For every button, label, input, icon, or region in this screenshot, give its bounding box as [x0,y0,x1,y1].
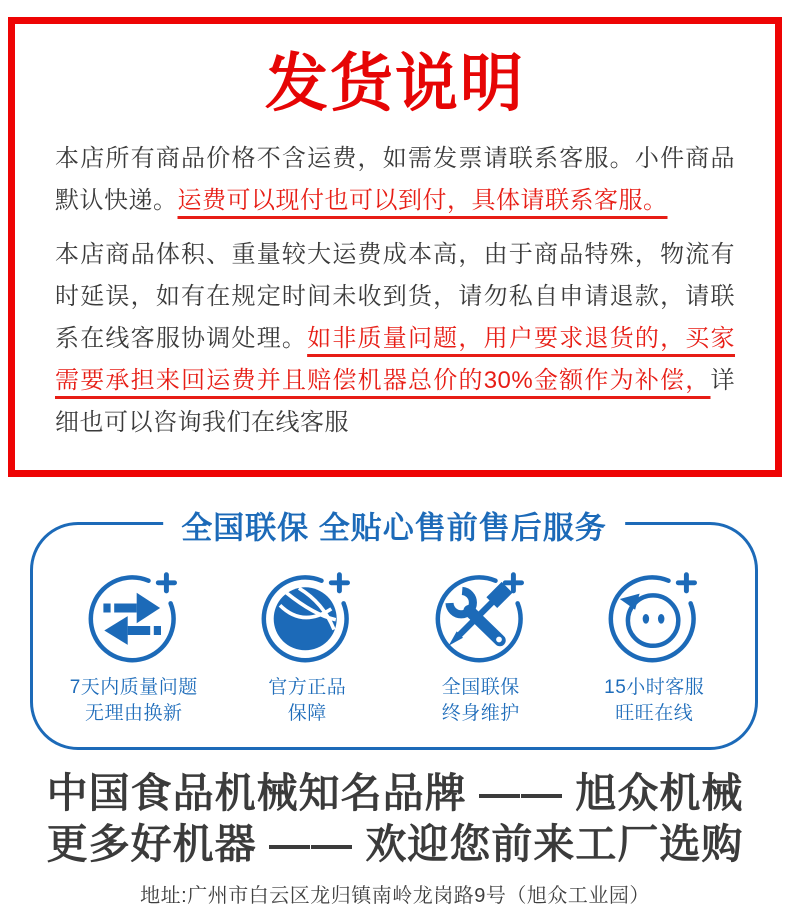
service-label-line1: 全国联保 [441,677,520,698]
shipping-notice-box [8,17,782,477]
service-label-line2: 终身维护 [441,703,520,724]
service-item-genuine [221,563,393,727]
exchange-arrows-icon [78,563,190,671]
shipping-paragraph-2 [55,234,735,444]
brand-footer [0,768,790,908]
service-item-support [568,563,740,727]
shipping-title: 发货说明 [265,49,525,119]
service-banner-heading: 全国联保 全贴心售前售后服务 [163,503,625,548]
para2-black-text: 本店商品体积、重量较大运费成本高，由于商品特殊，物流有时延误，如有在规定时间未收到货，请勿私自申请退款，请联系在线客服协调处理。 [55,241,735,352]
brand-headline-line1: 中国食品机械知名品牌 —— 旭众机械 [46,770,744,816]
para2-black-text-2: 详细也可以咨询我们在线客服 [55,367,735,436]
service-item-warranty [395,563,567,727]
promo-page [0,17,790,906]
yarn-ball-icon [251,563,363,671]
para1-red-underlined-text: 运费可以现付也可以到付，具体请联系客服。 [177,187,668,214]
para2-red-underlined-text: 如非质量问题，用户要求退货的，买家需要承担来回运费并且赔偿机器总价的30%金额作为补偿， [55,325,736,394]
service-item-exchange [48,563,220,727]
service-label-line1: 15小时客服 [604,677,705,698]
para1-black-text: 本店所有商品价格不含运费，如需发票请联系客服。小件商品默认快递。 [55,145,735,214]
service-label-line2: 旺旺在线 [615,703,694,724]
service-label-line1: 7天内质量问题 [69,677,198,698]
shipping-paragraph-1 [55,138,735,222]
repair-tools-icon [425,563,537,671]
brand-headline-line2: 更多好机器 —— 欢迎您前来工厂选购 [46,821,744,867]
brand-address: 地址:广州市白云区龙归镇南岭龙岗路9号（旭众工业园） [140,885,650,907]
service-label-line1: 官方正品 [268,677,347,698]
service-items-row [47,563,741,727]
wangwang-face-icon [598,563,710,671]
service-label-line2: 无理由换新 [84,703,183,724]
service-banner [30,510,758,750]
service-label-line2: 保障 [287,703,327,724]
